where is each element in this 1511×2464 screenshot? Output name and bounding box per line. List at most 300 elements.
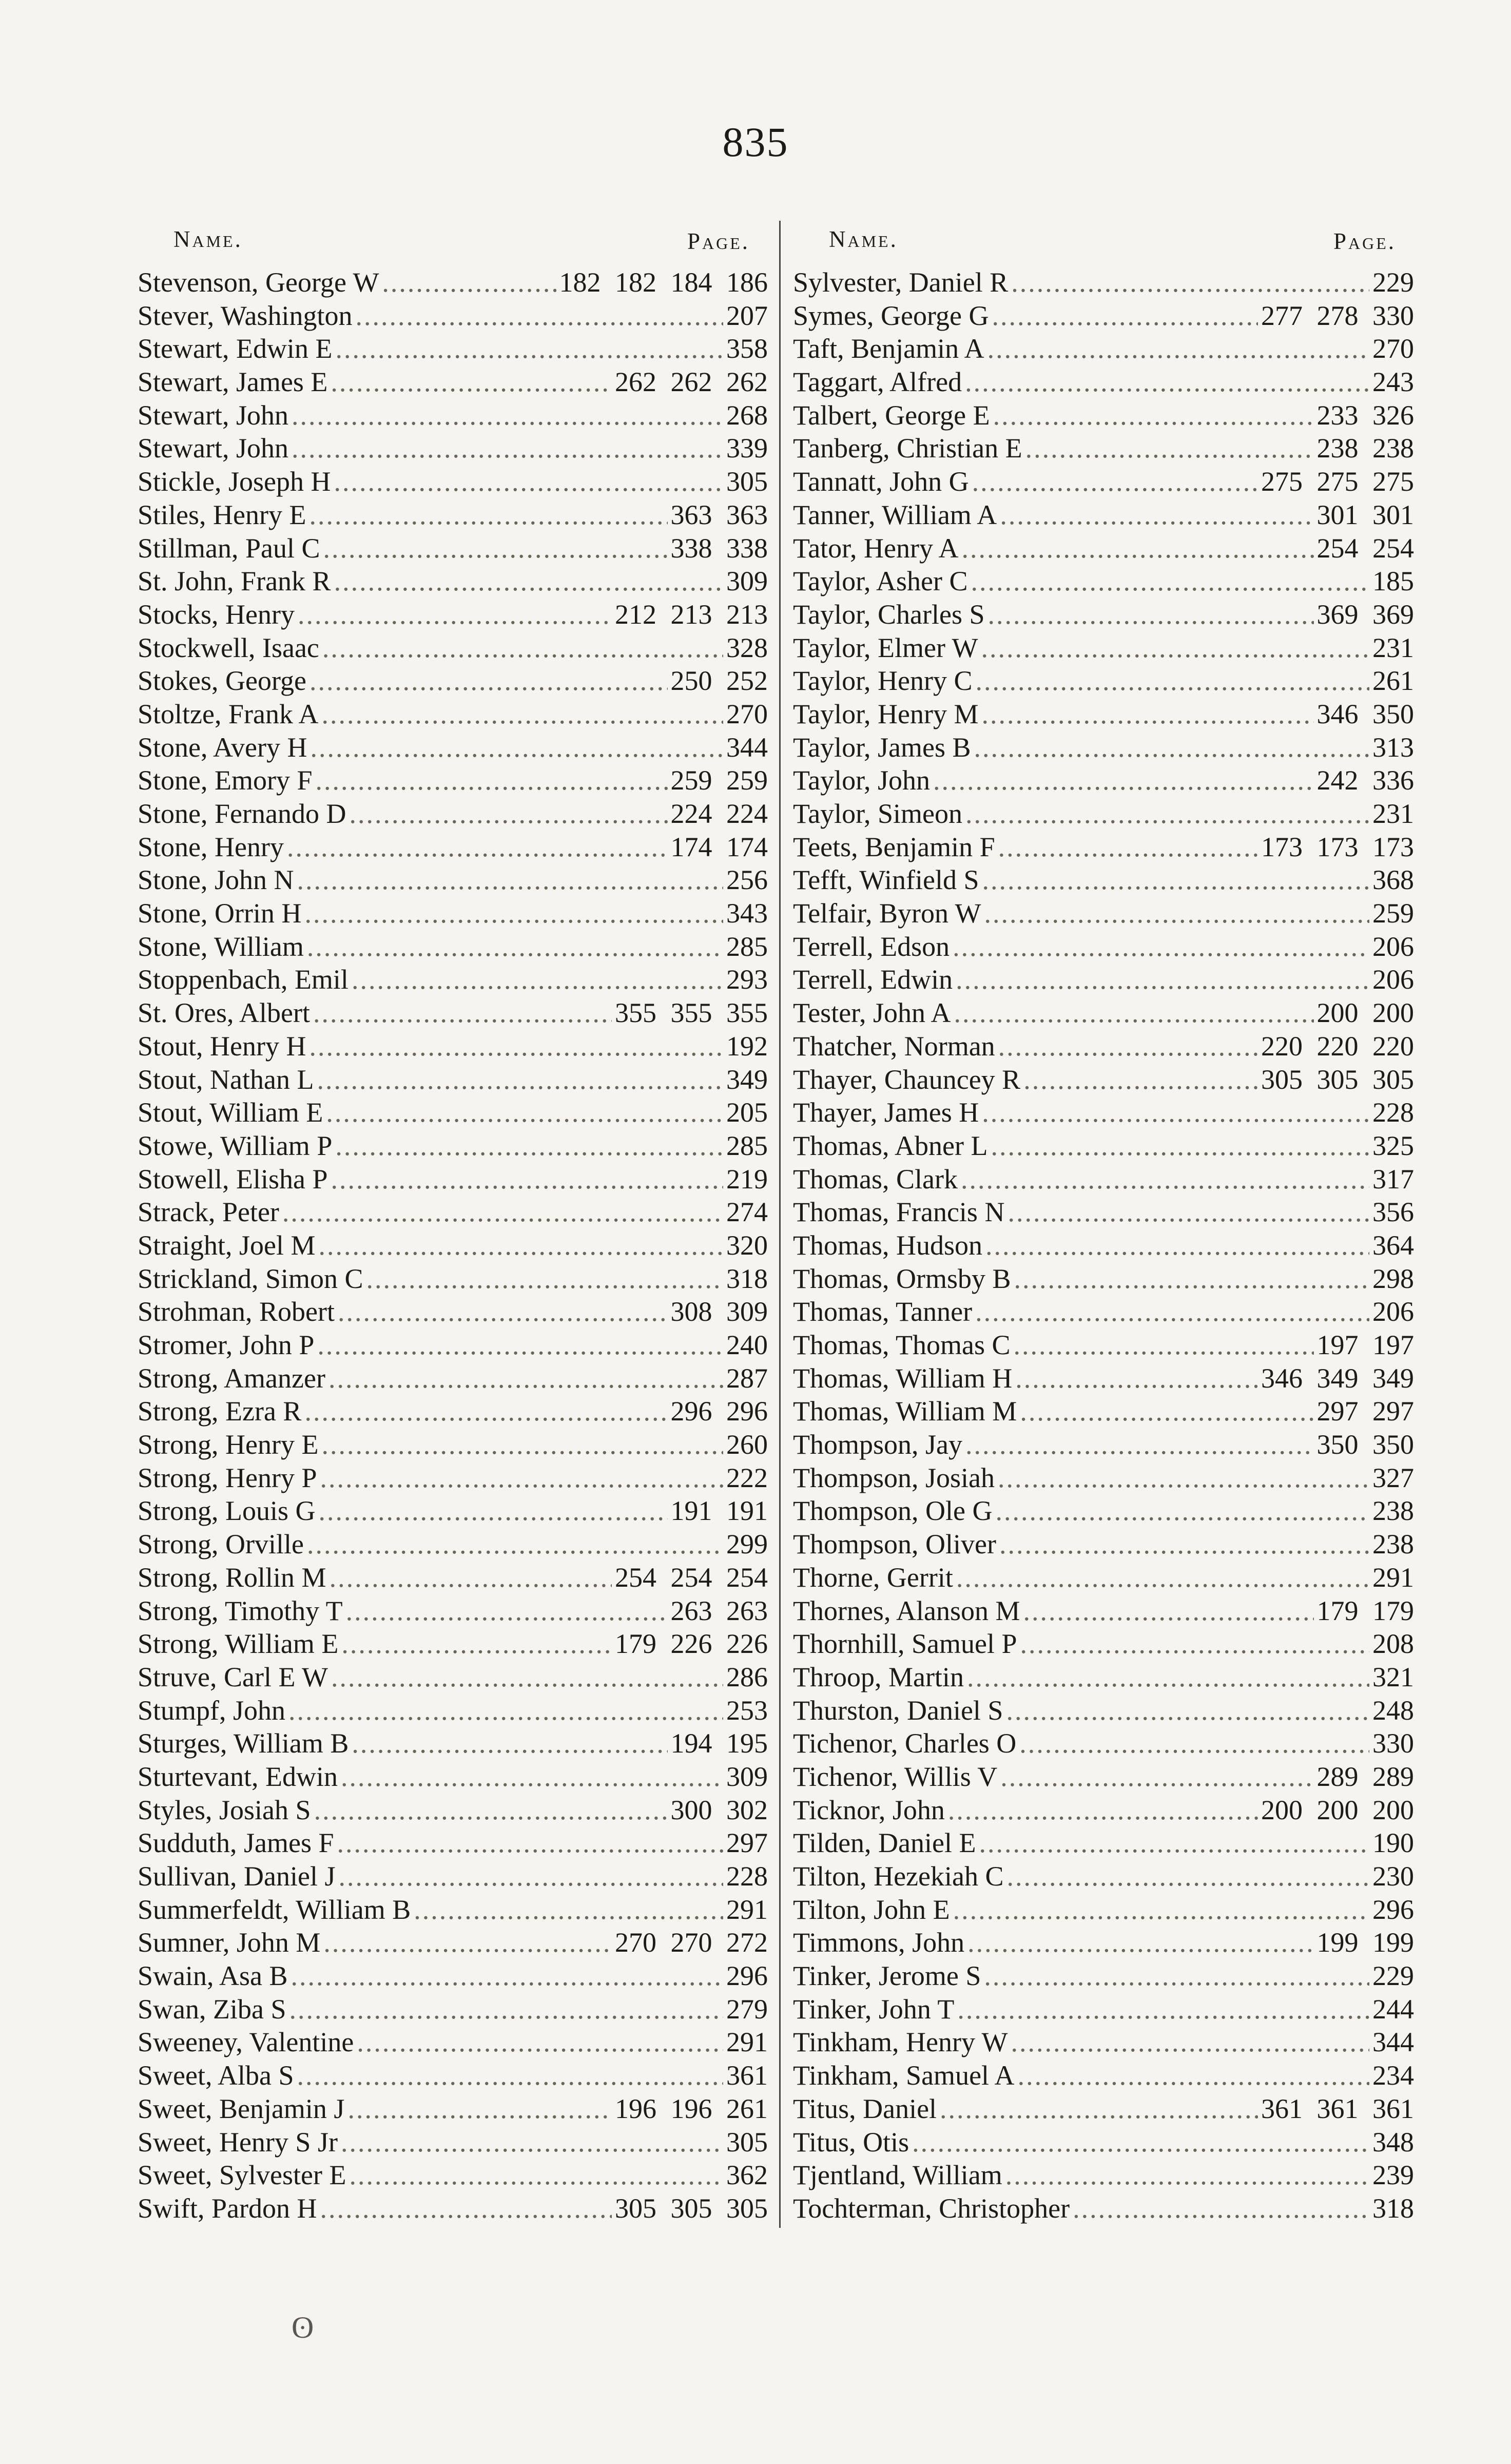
dot-leader <box>1015 1362 1258 1395</box>
entry-name: Thatcher, Norman <box>793 1030 995 1062</box>
index-entry <box>793 299 1414 333</box>
entry-name: Taylor, James B <box>793 732 971 763</box>
entry-pages: 361 361 361 <box>1261 2093 1414 2124</box>
dot-leader <box>982 863 1370 897</box>
entry-name: Stone, William <box>138 931 304 962</box>
name-header: Name. <box>829 226 898 252</box>
entry-name: Thomas, William H <box>793 1362 1013 1394</box>
index-entry <box>138 1826 768 1860</box>
index-entry <box>793 598 1414 631</box>
dot-leader <box>319 1494 668 1528</box>
entry-pages: 228 <box>726 1861 768 1892</box>
entry-pages: 279 <box>726 1993 768 2025</box>
index-entry <box>793 1196 1414 1229</box>
index-entry <box>138 1694 768 1727</box>
dot-leader <box>331 365 612 399</box>
dot-leader <box>320 1461 724 1495</box>
dot-leader <box>995 1494 1369 1528</box>
entry-name: Stowe, William P <box>138 1130 333 1161</box>
entry-pages: 270 <box>1372 333 1414 364</box>
entry-pages: 305 <box>726 466 768 497</box>
entry-name: Thayer, Chauncey R <box>793 1064 1021 1095</box>
entry-name: Stewart, James E <box>138 367 328 398</box>
dot-leader <box>326 1096 723 1129</box>
dot-leader <box>1020 1395 1313 1428</box>
entry-name: Taylor, John <box>793 765 931 796</box>
dot-leader <box>352 963 723 996</box>
entry-name: Sweet, Henry S Jr <box>138 2126 338 2158</box>
index-entry <box>138 863 768 897</box>
entry-pages: 270 270 272 <box>615 1927 768 1958</box>
entry-name: Stever, Washington <box>138 300 353 331</box>
entry-name: Thornes, Alanson M <box>793 1595 1020 1626</box>
entry-pages: 344 <box>1372 2027 1414 2058</box>
entry-pages: 369 369 <box>1316 599 1414 630</box>
dot-leader <box>1014 1262 1370 1296</box>
dot-leader <box>282 1196 723 1229</box>
dot-leader <box>1023 1063 1258 1096</box>
entry-pages: 194 195 <box>670 1728 768 1759</box>
index-entry <box>138 498 768 532</box>
dot-leader <box>323 1926 612 1959</box>
dot-leader <box>956 1561 1369 1594</box>
name-header: Name. <box>173 226 243 252</box>
dot-leader <box>414 1893 723 1927</box>
entry-name: Tochterman, Christopher <box>793 2192 1070 2224</box>
dot-leader <box>981 698 1313 731</box>
entry-pages: 174 174 <box>670 831 768 862</box>
entry-name: Thompson, Jay <box>793 1429 962 1460</box>
dot-leader <box>314 1794 668 1827</box>
index-entry <box>138 2092 768 2126</box>
index-entry <box>793 1362 1414 1395</box>
entry-pages: 274 <box>726 1197 768 1228</box>
index-entry <box>138 1727 768 1760</box>
dot-leader <box>953 1893 1369 1927</box>
dot-leader <box>1073 2192 1369 2225</box>
entry-name: Thomas, Clark <box>793 1163 958 1195</box>
dot-leader <box>382 266 556 299</box>
dot-leader <box>335 1129 723 1163</box>
entry-pages: 256 <box>726 864 768 896</box>
dot-leader <box>957 1993 1369 2026</box>
index-entry <box>138 930 768 964</box>
dot-leader <box>953 930 1369 964</box>
entry-pages: 200 200 <box>1316 997 1414 1029</box>
dot-leader <box>334 465 723 498</box>
entry-name: Strong, Henry P <box>138 1462 317 1493</box>
dot-leader <box>948 1794 1258 1827</box>
dot-leader <box>297 863 723 897</box>
entry-pages: 179 226 226 <box>615 1628 768 1660</box>
entry-pages: 286 <box>726 1661 768 1692</box>
entry-name: Thompson, Ole G <box>793 1495 993 1527</box>
entry-name: Stowell, Elisha P <box>138 1163 328 1195</box>
entry-name: Stone, John N <box>138 864 294 896</box>
dot-leader <box>993 399 1314 432</box>
index-entry <box>793 2059 1414 2092</box>
entry-name: Stockwell, Isaac <box>138 632 319 663</box>
index-entry <box>138 532 768 565</box>
entry-pages: 238 <box>1372 1495 1414 1527</box>
index-entry <box>793 1096 1414 1129</box>
entry-name: Sumner, John M <box>138 1927 321 1958</box>
entry-pages: 358 <box>726 333 768 364</box>
dot-leader <box>347 2092 612 2126</box>
dot-leader <box>956 963 1369 996</box>
dot-leader <box>987 332 1369 365</box>
entry-pages: 325 <box>1372 1130 1414 1161</box>
entry-pages: 299 <box>726 1529 768 1560</box>
entry-pages: 207 <box>726 300 768 331</box>
index-entry <box>793 1428 1414 1461</box>
index-entry <box>793 2126 1414 2159</box>
entry-pages: 197 197 <box>1316 1330 1414 1360</box>
entry-name: Stokes, George <box>138 665 306 697</box>
entry-pages: 196 196 261 <box>615 2093 768 2124</box>
entry-pages: 190 <box>1372 1827 1414 1859</box>
index-entry <box>793 2026 1414 2059</box>
index-entry <box>793 565 1414 598</box>
entry-name: Sweet, Benjamin J <box>138 2093 345 2124</box>
entry-name: Strong, Orville <box>138 1529 304 1560</box>
entry-pages: 355 355 355 <box>615 997 768 1029</box>
index-entry <box>138 897 768 930</box>
entry-pages: 261 <box>1372 665 1414 697</box>
index-entry <box>793 1594 1414 1628</box>
entry-pages: 297 297 <box>1316 1396 1414 1427</box>
index-entry <box>793 863 1414 897</box>
dot-leader <box>991 1129 1369 1163</box>
entry-pages: 233 326 <box>1316 399 1414 431</box>
entry-name: Stoppenbach, Emil <box>138 964 348 995</box>
entry-pages: 317 <box>1372 1163 1414 1195</box>
entry-name: Sweet, Sylvester E <box>138 2160 346 2191</box>
entry-name: Strong, Louis G <box>138 1495 316 1527</box>
index-entry <box>793 1129 1414 1163</box>
entry-pages: 338 338 <box>670 532 768 564</box>
index-entry <box>138 1461 768 1495</box>
index-entry <box>138 963 768 996</box>
entry-name: Strong, Rollin M <box>138 1562 326 1593</box>
index-entry <box>793 698 1414 731</box>
entry-name: Strickland, Simon C <box>138 1263 363 1294</box>
entry-pages: 192 <box>726 1030 768 1062</box>
dot-leader <box>965 797 1369 831</box>
entry-pages: 362 <box>726 2160 768 2191</box>
dot-leader <box>292 432 723 465</box>
entry-pages: 240 <box>726 1330 768 1360</box>
entry-pages: 244 <box>1372 1993 1414 2025</box>
dot-leader <box>1006 1860 1369 1893</box>
entry-name: Telfair, Byron W <box>793 898 981 929</box>
entry-pages: 289 289 <box>1316 1761 1414 1792</box>
index-entry <box>138 2126 768 2159</box>
dot-leader <box>292 399 723 432</box>
index-entry <box>793 1727 1414 1760</box>
entry-name: Taylor, Charles S <box>793 599 985 630</box>
entry-pages: 220 220 220 <box>1261 1030 1414 1062</box>
index-entry <box>138 1163 768 1196</box>
index-entry <box>138 1794 768 1827</box>
entry-name: Thomas, Thomas C <box>793 1330 1011 1360</box>
index-entry <box>793 332 1414 365</box>
dot-leader <box>979 1826 1369 1860</box>
index-entry <box>138 664 768 698</box>
entry-pages: 368 <box>1372 864 1414 896</box>
entry-name: Stone, Orrin H <box>138 898 302 929</box>
dot-leader <box>355 299 723 333</box>
entry-pages: 364 <box>1372 1229 1414 1261</box>
index-entry <box>138 365 768 399</box>
dot-leader <box>334 565 723 598</box>
entry-name: Tilden, Daniel E <box>793 1827 976 1859</box>
entry-name: Taylor, Henry M <box>793 698 979 729</box>
entry-name: Strong, Timothy T <box>138 1595 343 1626</box>
entry-pages: 296 296 <box>670 1396 768 1427</box>
entry-name: Taylor, Elmer W <box>793 632 978 663</box>
entry-name: Sweet, Alba S <box>138 2060 294 2091</box>
index-entry <box>138 1329 768 1362</box>
dot-leader <box>1000 1760 1313 1794</box>
page-number: 835 <box>722 119 789 165</box>
entry-name: Tichenor, Willis V <box>793 1761 998 1792</box>
dot-leader <box>297 2059 724 2092</box>
index-entry <box>793 1794 1414 1827</box>
index-entry <box>138 764 768 797</box>
entry-pages: 270 <box>726 698 768 729</box>
dot-leader <box>940 2092 1258 2126</box>
index-entry <box>793 996 1414 1030</box>
index-entry <box>793 797 1414 831</box>
entry-pages: 230 <box>1372 1861 1414 1892</box>
index-entry <box>138 1528 768 1561</box>
entry-pages: 356 <box>1372 1197 1414 1228</box>
dot-leader <box>1000 498 1313 532</box>
index-entry <box>138 598 768 631</box>
index-entry <box>138 1262 768 1296</box>
entry-pages: 182 182 184 186 <box>559 267 768 298</box>
index-column-right <box>793 226 1414 2225</box>
entry-name: Thomas, Francis N <box>793 1197 1005 1228</box>
dot-leader <box>975 1295 1369 1329</box>
entry-name: Tefft, Winfield S <box>793 864 979 896</box>
entry-pages: 309 <box>726 1761 768 1792</box>
entry-pages: 224 224 <box>670 798 768 829</box>
entry-name: Stout, William E <box>138 1097 323 1128</box>
index-entry <box>138 2059 768 2092</box>
dot-leader <box>982 1096 1369 1129</box>
entry-name: Thompson, Josiah <box>793 1462 995 1493</box>
entry-pages: 301 301 <box>1316 499 1414 530</box>
entry-pages: 287 <box>726 1362 768 1394</box>
entry-name: Thornhill, Samuel P <box>793 1628 1017 1660</box>
dot-leader <box>972 465 1258 498</box>
index-entry <box>793 1926 1414 1959</box>
index-entry <box>793 1561 1414 1594</box>
index-entry <box>793 731 1414 764</box>
dot-leader <box>321 698 723 731</box>
entry-pages: 339 <box>726 433 768 464</box>
dot-leader <box>965 1428 1314 1461</box>
dot-leader <box>307 930 723 964</box>
dot-leader <box>291 1959 723 1993</box>
entry-name: Stiles, Henry E <box>138 499 306 530</box>
entry-pages: 229 <box>1372 1960 1414 1992</box>
index-entry <box>138 266 768 299</box>
entry-pages: 238 <box>1372 1529 1414 1560</box>
dot-leader <box>310 731 723 764</box>
index-entry <box>793 1528 1414 1561</box>
dot-leader <box>304 1395 667 1428</box>
index-entry <box>138 332 768 365</box>
dot-leader <box>1019 1727 1369 1760</box>
dot-leader <box>967 1926 1313 1959</box>
entry-pages: 349 <box>726 1064 768 1095</box>
entry-name: Tanner, William A <box>793 499 997 530</box>
dot-leader <box>1008 1196 1369 1229</box>
dot-leader <box>319 1229 724 1262</box>
dot-leader <box>1011 266 1369 299</box>
entry-name: Symes, George G <box>793 300 989 331</box>
entry-name: Tilton, John E <box>793 1894 950 1925</box>
entry-pages: 206 <box>1372 931 1414 962</box>
dot-leader <box>967 1661 1369 1694</box>
entry-name: Sylvester, Daniel R <box>793 267 1009 298</box>
dot-leader <box>357 2026 723 2059</box>
index-entry <box>138 631 768 665</box>
entry-name: Taggart, Alfred <box>793 367 962 398</box>
entry-name: Titus, Daniel <box>793 2093 937 2124</box>
entry-name: Thayer, James H <box>793 1097 979 1128</box>
dot-leader <box>961 532 1313 565</box>
dot-leader <box>322 631 723 665</box>
entry-pages: 293 <box>726 964 768 995</box>
dot-leader <box>316 764 668 797</box>
entry-name: St. John, Frank R <box>138 566 331 597</box>
dot-leader <box>349 2159 723 2192</box>
index-entry <box>138 1926 768 1959</box>
dot-leader <box>321 1428 723 1461</box>
entry-name: Stumpf, John <box>138 1695 286 1726</box>
entry-name: Talbert, George E <box>793 399 990 431</box>
entry-pages: 185 <box>1372 566 1414 597</box>
dot-leader <box>341 1627 612 1661</box>
entry-name: Titus, Otis <box>793 2126 909 2158</box>
dot-leader <box>998 1030 1258 1063</box>
entry-pages: 346 349 349 <box>1261 1362 1414 1394</box>
index-entry <box>793 1760 1414 1794</box>
index-entry <box>793 664 1414 698</box>
entry-pages: 318 <box>726 1263 768 1294</box>
entry-name: Stewart, John <box>138 399 288 431</box>
dot-leader <box>974 731 1370 764</box>
entry-name: Thomas, Ormsby B <box>793 1263 1011 1294</box>
entry-name: Stone, Henry <box>138 831 284 862</box>
entry-name: Sturges, William B <box>138 1728 349 1759</box>
entry-pages: 222 <box>726 1462 768 1493</box>
index-entry <box>793 532 1414 565</box>
index-entry <box>138 731 768 764</box>
entry-name: Stewart, John <box>138 433 288 464</box>
dot-leader <box>304 897 723 930</box>
entry-name: Sudduth, James F <box>138 1827 334 1859</box>
entry-pages: 200 200 200 <box>1261 1794 1414 1825</box>
entry-pages: 300 302 <box>670 1794 768 1825</box>
dot-leader <box>317 1063 723 1096</box>
entry-name: Throop, Martin <box>793 1661 964 1692</box>
dot-leader <box>298 598 612 631</box>
dot-leader <box>1013 1329 1313 1362</box>
entry-pages: 242 336 <box>1316 765 1414 796</box>
index-entry <box>793 1694 1414 1727</box>
dot-leader <box>998 831 1258 864</box>
index-entry <box>793 1993 1414 2026</box>
entry-name: Sturtevant, Edwin <box>138 1761 338 1792</box>
entry-name: Thomas, William M <box>793 1396 1017 1427</box>
dot-leader <box>320 2192 612 2225</box>
entry-pages: 179 179 <box>1316 1595 1414 1626</box>
index-entry <box>793 1893 1414 1927</box>
entry-name: Strohman, Robert <box>138 1296 335 1327</box>
entry-name: Tinker, John T <box>793 1993 955 2025</box>
index-entry <box>793 1063 1414 1096</box>
index-entry <box>138 1030 768 1063</box>
entry-pages: 205 <box>726 1097 768 1128</box>
dot-leader <box>971 565 1369 598</box>
dot-leader <box>1018 2059 1369 2092</box>
entry-pages: 173 173 173 <box>1261 831 1414 862</box>
index-entry <box>138 465 768 498</box>
entry-name: Terrell, Edwin <box>793 964 953 995</box>
dot-leader <box>1025 432 1314 465</box>
dot-leader <box>287 831 668 864</box>
index-entry <box>793 2092 1414 2126</box>
dot-leader <box>988 598 1314 631</box>
dot-leader <box>309 498 667 532</box>
entry-pages: 254 254 254 <box>615 1562 768 1593</box>
index-entry <box>138 1893 768 1927</box>
dot-leader <box>288 1694 723 1727</box>
index-entry <box>793 764 1414 797</box>
entry-name: Tester, John A <box>793 997 951 1029</box>
entry-name: Strong, Henry E <box>138 1429 319 1460</box>
entry-pages: 248 <box>1372 1695 1414 1726</box>
index-entry <box>138 1494 768 1528</box>
entry-pages: 309 <box>726 566 768 597</box>
entry-pages: 305 305 305 <box>1261 1064 1414 1095</box>
entry-name: Stewart, Edwin E <box>138 333 333 364</box>
entry-pages: 191 191 <box>670 1495 768 1527</box>
entry-name: Stoltze, Frank A <box>138 698 319 729</box>
dot-leader <box>965 365 1369 399</box>
dot-leader <box>328 1362 723 1395</box>
index-entry <box>793 399 1414 432</box>
entry-name: Tanberg, Christian E <box>793 433 1022 464</box>
entry-name: Tinkham, Samuel A <box>793 2060 1015 2091</box>
index-entry <box>138 1661 768 1694</box>
entry-name: Terrell, Edson <box>793 931 950 962</box>
index-entry <box>138 1627 768 1661</box>
index-entry <box>793 1959 1414 1993</box>
dot-leader <box>975 664 1369 698</box>
dot-leader <box>341 2126 723 2159</box>
entry-pages: 320 <box>726 1229 768 1261</box>
dot-leader <box>985 1229 1369 1262</box>
index-entry <box>793 1030 1414 1063</box>
index-entry <box>793 2159 1414 2192</box>
entry-pages: 268 <box>726 399 768 431</box>
